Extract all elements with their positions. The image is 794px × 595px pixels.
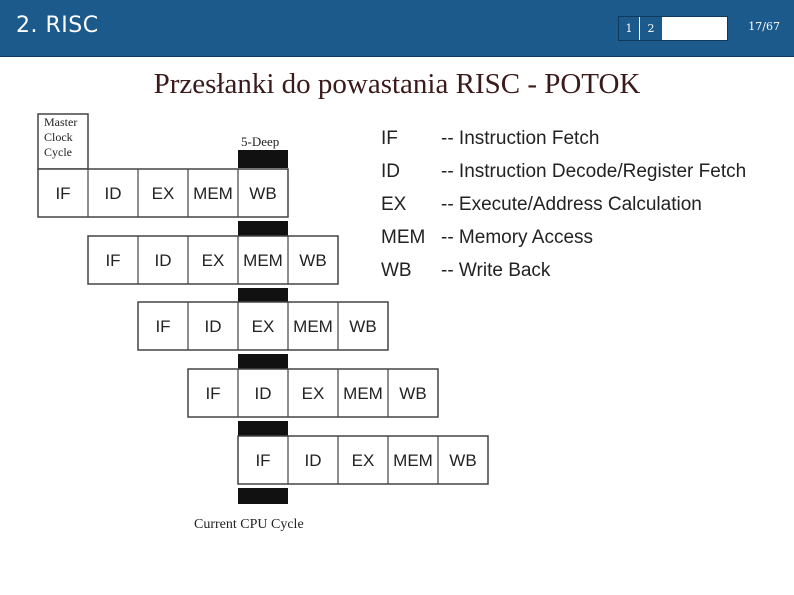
legend-desc: -- Execute/Address Calculation <box>441 194 702 215</box>
stage-cell-id: ID <box>154 251 172 270</box>
header-bar <box>0 0 794 57</box>
section-title: 2. RISC <box>16 13 99 38</box>
stage-cell-wb: WB <box>349 317 377 336</box>
stage-cell-ex: EX <box>151 184 175 203</box>
stage-cell-wb: WB <box>299 251 327 270</box>
stage-cell-id: ID <box>304 451 322 470</box>
deep-bar-spacer <box>238 221 288 236</box>
legend-abbr: WB <box>381 260 412 281</box>
master-clock-label: Master <box>44 115 78 129</box>
stage-cell-ex: EX <box>351 451 375 470</box>
slide-counter: 17/67 <box>748 20 780 33</box>
deep-bar-spacer <box>238 288 288 302</box>
stage-cell-ex: EX <box>301 384 325 403</box>
stage-cell-if: IF <box>205 384 221 403</box>
legend-abbr: ID <box>381 161 400 182</box>
progress-page-1[interactable]: 1 <box>619 17 639 40</box>
pipeline-diagram <box>36 112 780 537</box>
stage-cell-ex: EX <box>201 251 225 270</box>
legend-desc: -- Instruction Decode/Register Fetch <box>441 161 747 182</box>
legend-desc: -- Instruction Fetch <box>441 128 600 149</box>
stage-cell-id: ID <box>204 317 222 336</box>
stage-cell-id: ID <box>254 384 272 403</box>
stage-cell-wb: WB <box>249 184 277 203</box>
stage-cell-if: IF <box>55 184 71 203</box>
progress-page-2[interactable]: 2 <box>640 17 662 40</box>
legend-abbr: MEM <box>381 227 426 248</box>
stage-cell-wb: WB <box>449 451 477 470</box>
stage-cell-if: IF <box>105 251 121 270</box>
legend-desc: -- Write Back <box>441 260 551 281</box>
stage-cell-mem: MEM <box>243 251 283 270</box>
deep-label: 5-Deep <box>241 134 280 149</box>
slide-title: Przesłanki do powastania RISC - POTOK <box>153 68 641 100</box>
stage-cell-mem: MEM <box>293 317 333 336</box>
stage-cell-wb: WB <box>399 384 427 403</box>
stage-cell-id: ID <box>104 184 122 203</box>
slide-progress-bar <box>618 16 728 41</box>
deep-bar-spacer <box>238 354 288 369</box>
stage-cell-mem: MEM <box>193 184 233 203</box>
stage-cell-if: IF <box>155 317 171 336</box>
deep-bar-top <box>238 150 288 168</box>
master-clock-label: Clock <box>44 130 73 144</box>
pipeline-svg <box>36 112 780 537</box>
legend-abbr: EX <box>381 194 407 215</box>
current-cycle-label: Current CPU Cycle <box>194 517 304 532</box>
legend-desc: -- Memory Access <box>441 227 594 248</box>
stage-cell-ex: EX <box>251 317 275 336</box>
stage-cell-if: IF <box>255 451 271 470</box>
deep-bar-bottom <box>238 488 288 504</box>
stage-cell-mem: MEM <box>393 451 433 470</box>
stage-cell-mem: MEM <box>343 384 383 403</box>
legend-abbr: IF <box>381 128 398 149</box>
deep-bar-spacer <box>238 421 288 436</box>
master-clock-label: Cycle <box>44 145 72 159</box>
